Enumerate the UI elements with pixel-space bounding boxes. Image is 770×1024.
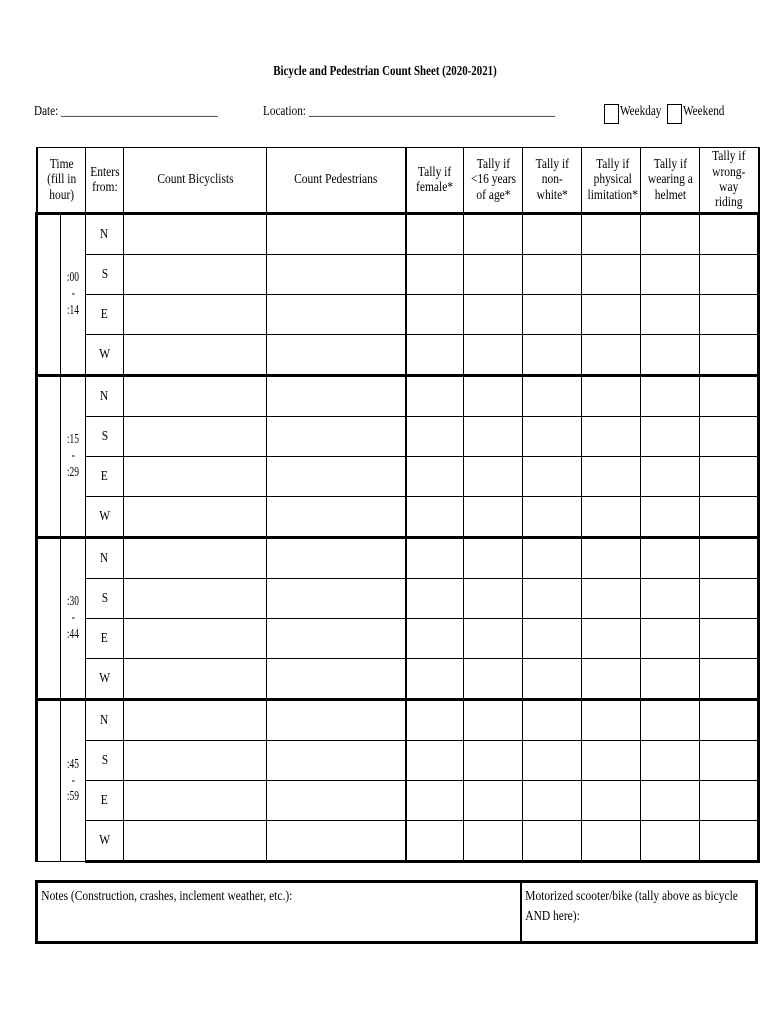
count-bicyclists-cell[interactable] xyxy=(124,417,267,457)
tally-physical-cell[interactable] xyxy=(582,619,641,659)
tally-wrongway-cell[interactable] xyxy=(700,417,759,457)
hour-cell[interactable] xyxy=(37,376,61,538)
table-row xyxy=(37,659,759,700)
tally-helmet-cell[interactable] xyxy=(641,538,700,579)
count-pedestrians-cell[interactable] xyxy=(267,700,406,741)
direction-label: E xyxy=(86,457,124,497)
date-field[interactable] xyxy=(34,104,264,120)
count-pedestrians-cell[interactable] xyxy=(267,579,406,619)
tally-wrongway-cell[interactable] xyxy=(700,821,759,862)
tally-physical-cell[interactable] xyxy=(582,579,641,619)
tally-physical-cell[interactable] xyxy=(582,821,641,862)
direction-label: E xyxy=(86,295,124,335)
weekday-checkbox[interactable] xyxy=(604,104,619,124)
count-bicyclists-cell[interactable] xyxy=(124,579,267,619)
table-row xyxy=(37,417,759,457)
table-row xyxy=(37,255,759,295)
tally-physical-cell[interactable] xyxy=(582,214,641,255)
tally-helmet-cell[interactable] xyxy=(641,255,700,295)
tally-female-cell[interactable] xyxy=(406,214,464,255)
count-bicyclists-cell[interactable] xyxy=(124,214,267,255)
tally-female-cell[interactable] xyxy=(406,335,464,376)
tally-wrongway-cell[interactable] xyxy=(700,579,759,619)
tally-under16-cell[interactable] xyxy=(464,700,523,741)
tally-physical-cell[interactable] xyxy=(582,335,641,376)
count-table xyxy=(35,147,760,863)
count-pedestrians-cell[interactable] xyxy=(267,497,406,538)
table-row xyxy=(37,821,759,862)
count-bicyclists-cell[interactable] xyxy=(124,781,267,821)
count-pedestrians-cell[interactable] xyxy=(267,255,406,295)
direction-label: E xyxy=(86,619,124,659)
count-pedestrians-cell[interactable] xyxy=(267,741,406,781)
tally-nonwhite-cell[interactable] xyxy=(523,781,582,821)
tally-helmet-cell[interactable] xyxy=(641,214,700,255)
tally-wrongway-cell[interactable] xyxy=(700,700,759,741)
col-tally-wrongway: Tally if wrong- way riding xyxy=(700,148,759,214)
tally-nonwhite-cell[interactable] xyxy=(523,700,582,741)
direction-label: S xyxy=(86,741,124,781)
tally-physical-cell[interactable] xyxy=(582,295,641,335)
col-count-pedestrians: Count Pedestrians xyxy=(267,148,406,214)
tally-nonwhite-cell[interactable] xyxy=(523,538,582,579)
direction-label: N xyxy=(86,376,124,417)
tally-helmet-cell[interactable] xyxy=(641,579,700,619)
tally-physical-cell[interactable] xyxy=(582,781,641,821)
tally-physical-cell[interactable] xyxy=(582,376,641,417)
header-row xyxy=(37,148,759,214)
count-bicyclists-cell[interactable] xyxy=(124,538,267,579)
notes-box[interactable] xyxy=(35,880,521,944)
tally-under16-cell[interactable] xyxy=(464,417,523,457)
tally-physical-cell[interactable] xyxy=(582,538,641,579)
tally-female-cell[interactable] xyxy=(406,821,464,862)
table-row xyxy=(37,781,759,821)
direction-label: N xyxy=(86,538,124,579)
tally-under16-cell[interactable] xyxy=(464,376,523,417)
tally-nonwhite-cell[interactable] xyxy=(523,497,582,538)
tally-female-cell[interactable] xyxy=(406,457,464,497)
tally-wrongway-cell[interactable] xyxy=(700,619,759,659)
tally-under16-cell[interactable] xyxy=(464,741,523,781)
tally-female-cell[interactable] xyxy=(406,376,464,417)
tally-under16-cell[interactable] xyxy=(464,579,523,619)
location-label: Location: ____________________________________________ xyxy=(263,104,556,119)
tally-physical-cell[interactable] xyxy=(582,417,641,457)
tally-nonwhite-cell[interactable] xyxy=(523,741,582,781)
tally-under16-cell[interactable] xyxy=(464,821,523,862)
count-pedestrians-cell[interactable] xyxy=(267,214,406,255)
date-label: Date: ____________________________ xyxy=(34,104,218,119)
tally-helmet-cell[interactable] xyxy=(641,457,700,497)
tally-under16-cell[interactable] xyxy=(464,457,523,497)
tally-physical-cell[interactable] xyxy=(582,700,641,741)
count-bicyclists-cell[interactable] xyxy=(124,335,267,376)
weekday-label: Weekday xyxy=(620,104,662,119)
table-row xyxy=(37,741,759,781)
motorized-box[interactable] xyxy=(520,880,758,944)
weekend-label: Weekend xyxy=(683,104,725,119)
count-bicyclists-cell[interactable] xyxy=(124,741,267,781)
tally-helmet-cell[interactable] xyxy=(641,821,700,862)
tally-female-cell[interactable] xyxy=(406,255,464,295)
table-row xyxy=(37,295,759,335)
hour-cell[interactable] xyxy=(37,538,61,700)
direction-label: E xyxy=(86,781,124,821)
table-row xyxy=(37,538,759,579)
direction-label: S xyxy=(86,417,124,457)
tally-nonwhite-cell[interactable] xyxy=(523,255,582,295)
count-pedestrians-cell[interactable] xyxy=(267,781,406,821)
tally-nonwhite-cell[interactable] xyxy=(523,659,582,700)
tally-wrongway-cell[interactable] xyxy=(700,335,759,376)
count-bicyclists-cell[interactable] xyxy=(124,659,267,700)
direction-label: N xyxy=(86,700,124,741)
tally-female-cell[interactable] xyxy=(406,659,464,700)
tally-wrongway-cell[interactable] xyxy=(700,497,759,538)
tally-female-cell[interactable] xyxy=(406,700,464,741)
motorized-label: Motorized scooter/bike (tally above as bicycle AND here): xyxy=(525,889,738,924)
tally-physical-cell[interactable] xyxy=(582,255,641,295)
time-range: :45 - :59 xyxy=(61,700,86,862)
count-bicyclists-cell[interactable] xyxy=(124,255,267,295)
tally-wrongway-cell[interactable] xyxy=(700,659,759,700)
count-bicyclists-cell[interactable] xyxy=(124,700,267,741)
col-enters-from: Enters from: xyxy=(86,148,124,214)
tally-nonwhite-cell[interactable] xyxy=(523,376,582,417)
location-field[interactable] xyxy=(263,104,628,120)
tally-nonwhite-cell[interactable] xyxy=(523,579,582,619)
count-bicyclists-cell[interactable] xyxy=(124,821,267,862)
count-pedestrians-cell[interactable] xyxy=(267,659,406,700)
count-bicyclists-cell[interactable] xyxy=(124,295,267,335)
count-pedestrians-cell[interactable] xyxy=(267,821,406,862)
tally-nonwhite-cell[interactable] xyxy=(523,214,582,255)
tally-wrongway-cell[interactable] xyxy=(700,255,759,295)
tally-physical-cell[interactable] xyxy=(582,457,641,497)
count-pedestrians-cell[interactable] xyxy=(267,417,406,457)
tally-wrongway-cell[interactable] xyxy=(700,781,759,821)
table-row xyxy=(37,214,759,255)
tally-female-cell[interactable] xyxy=(406,538,464,579)
col-tally-helmet: Tally if wearing a helmet xyxy=(641,148,700,214)
count-pedestrians-cell[interactable] xyxy=(267,619,406,659)
notes-label: Notes (Construction, crashes, inclement weather, etc.): xyxy=(41,889,293,904)
tally-under16-cell[interactable] xyxy=(464,538,523,579)
count-bicyclists-cell[interactable] xyxy=(124,376,267,417)
col-time: Time (fill in hour) xyxy=(37,148,86,214)
col-tally-under16: Tally if <16 years of age* xyxy=(464,148,523,214)
tally-under16-cell[interactable] xyxy=(464,255,523,295)
tally-under16-cell[interactable] xyxy=(464,497,523,538)
tally-nonwhite-cell[interactable] xyxy=(523,417,582,457)
hour-cell[interactable] xyxy=(37,214,61,376)
table-row xyxy=(37,457,759,497)
tally-helmet-cell[interactable] xyxy=(641,376,700,417)
hour-cell[interactable] xyxy=(37,700,61,862)
tally-nonwhite-cell[interactable] xyxy=(523,619,582,659)
tally-under16-cell[interactable] xyxy=(464,335,523,376)
count-pedestrians-cell[interactable] xyxy=(267,335,406,376)
table-row xyxy=(37,497,759,538)
tally-helmet-cell[interactable] xyxy=(641,619,700,659)
tally-helmet-cell[interactable] xyxy=(641,417,700,457)
tally-wrongway-cell[interactable] xyxy=(700,295,759,335)
tally-helmet-cell[interactable] xyxy=(641,781,700,821)
direction-label: W xyxy=(86,659,124,700)
tally-physical-cell[interactable] xyxy=(582,659,641,700)
tally-under16-cell[interactable] xyxy=(464,659,523,700)
tally-wrongway-cell[interactable] xyxy=(700,741,759,781)
direction-label: S xyxy=(86,255,124,295)
page-title: Bicycle and Pedestrian Count Sheet (2020-2021) xyxy=(273,64,497,79)
tally-helmet-cell[interactable] xyxy=(641,295,700,335)
count-pedestrians-cell[interactable] xyxy=(267,295,406,335)
tally-nonwhite-cell[interactable] xyxy=(523,457,582,497)
tally-wrongway-cell[interactable] xyxy=(700,538,759,579)
tally-female-cell[interactable] xyxy=(406,295,464,335)
tally-female-cell[interactable] xyxy=(406,781,464,821)
tally-wrongway-cell[interactable] xyxy=(700,376,759,417)
tally-female-cell[interactable] xyxy=(406,417,464,457)
tally-helmet-cell[interactable] xyxy=(641,335,700,376)
direction-label: N xyxy=(86,214,124,255)
table-row xyxy=(37,619,759,659)
tally-nonwhite-cell[interactable] xyxy=(523,295,582,335)
tally-helmet-cell[interactable] xyxy=(641,659,700,700)
table-row xyxy=(37,335,759,376)
tally-under16-cell[interactable] xyxy=(464,781,523,821)
tally-female-cell[interactable] xyxy=(406,579,464,619)
tally-female-cell[interactable] xyxy=(406,741,464,781)
tally-helmet-cell[interactable] xyxy=(641,741,700,781)
count-pedestrians-cell[interactable] xyxy=(267,376,406,417)
tally-helmet-cell[interactable] xyxy=(641,497,700,538)
tally-nonwhite-cell[interactable] xyxy=(523,821,582,862)
count-bicyclists-cell[interactable] xyxy=(124,497,267,538)
count-pedestrians-cell[interactable] xyxy=(267,538,406,579)
tally-under16-cell[interactable] xyxy=(464,214,523,255)
tally-nonwhite-cell[interactable] xyxy=(523,335,582,376)
col-tally-physical: Tally if physical limitation* xyxy=(582,148,641,214)
tally-female-cell[interactable] xyxy=(406,497,464,538)
tally-wrongway-cell[interactable] xyxy=(700,214,759,255)
direction-label: W xyxy=(86,335,124,376)
tally-under16-cell[interactable] xyxy=(464,619,523,659)
time-range: :30 - :44 xyxy=(61,538,86,700)
table-row xyxy=(37,376,759,417)
direction-label: S xyxy=(86,579,124,619)
weekend-checkbox[interactable] xyxy=(667,104,682,124)
count-pedestrians-cell[interactable] xyxy=(267,457,406,497)
table-row xyxy=(37,700,759,741)
col-tally-female: Tally if female* xyxy=(406,148,464,214)
tally-under16-cell[interactable] xyxy=(464,295,523,335)
count-bicyclists-cell[interactable] xyxy=(124,619,267,659)
tally-physical-cell[interactable] xyxy=(582,497,641,538)
direction-label: W xyxy=(86,497,124,538)
col-count-bicyclists: Count Bicyclists xyxy=(124,148,267,214)
tally-wrongway-cell[interactable] xyxy=(700,457,759,497)
tally-female-cell[interactable] xyxy=(406,619,464,659)
direction-label: W xyxy=(86,821,124,862)
tally-physical-cell[interactable] xyxy=(582,741,641,781)
tally-helmet-cell[interactable] xyxy=(641,700,700,741)
time-range: :15 - :29 xyxy=(61,376,86,538)
col-tally-nonwhite: Tally if non- white* xyxy=(523,148,582,214)
time-range: :00 - :14 xyxy=(61,214,86,376)
count-bicyclists-cell[interactable] xyxy=(124,457,267,497)
table-row xyxy=(37,579,759,619)
